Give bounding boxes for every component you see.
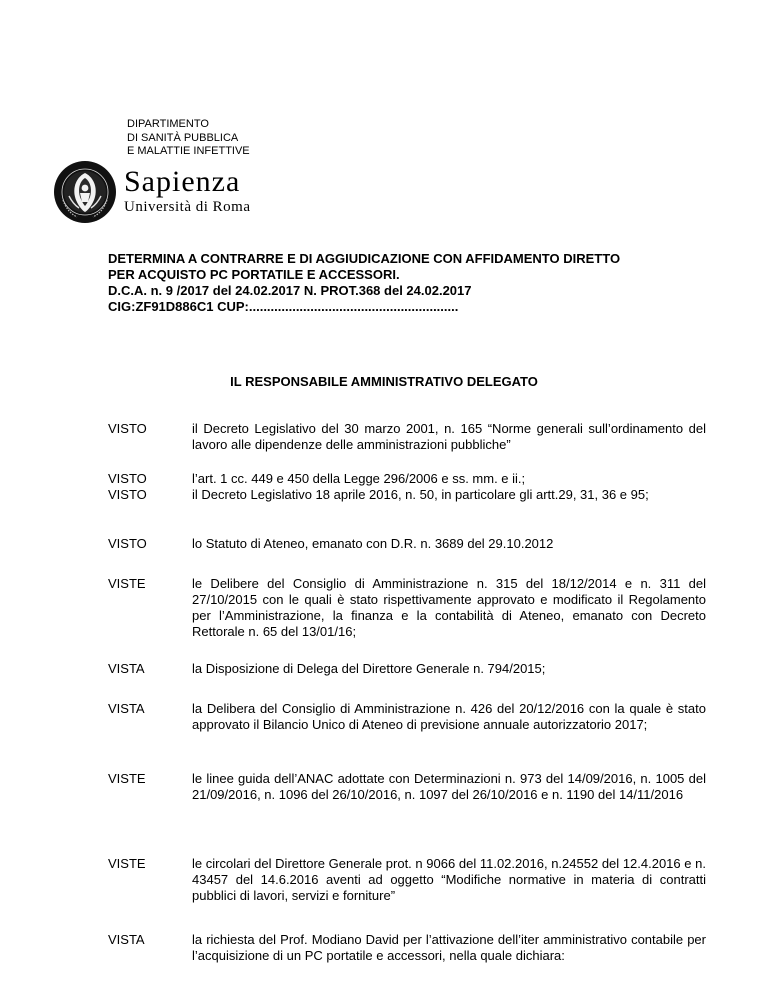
department-header — [127, 118, 250, 159]
heading-line: DETERMINA A CONTRARRE E DI AGGIUDICAZIONE CON AFFIDAMENTO DIRETTO — [108, 251, 621, 266]
entry-label: VISTE — [108, 856, 146, 871]
entry-label: VISTA — [108, 932, 145, 947]
entry-text: le linee guida dell’ANAC adottate con Determinazioni n. 973 del 14/09/2016, n. 1005 del 21/09/2016, n. 1096 del 26/10/2016, n. 1097 del 26/10/2016 e n. 1190 del 14/11/2016 — [192, 771, 706, 802]
entry-text: le circolari del Direttore Generale prot. n 9066 del 11.02.2016, n.24552 del 12.4.2016 e n. 43457 del 14.6.2016 aventi ad oggetto “Modifiche normative in materia di contratti pubblici di lavori, servizi e forniture” — [192, 856, 706, 903]
entry-label: VISTA — [108, 701, 145, 716]
entry-row — [108, 932, 706, 964]
entry-label: VISTO — [108, 536, 147, 551]
entry-row — [108, 856, 706, 904]
entry-text: l’art. 1 cc. 449 e 450 della Legge 296/2006 e ss. mm. e ii.; il Decreto Legislativo 18 aprile 2016, n. 50, in particolare gli artt.29, 31, 36 e 95; — [192, 471, 649, 502]
entry-text: la richiesta del Prof. Modiano David per l’attivazione dell’iter amministrativo contabile per l’acquisizione di un PC portatile e accessori, nella quale dichiara: — [192, 932, 706, 963]
entry-label: VISTE — [108, 771, 146, 786]
entry-text: il Decreto Legislativo del 30 marzo 2001, n. 165 “Norme generali sull’ordinamento del lavoro alle dipendenze delle amministrazioni pubbliche” — [192, 421, 706, 452]
entry-row — [108, 661, 706, 677]
department-line: E MALATTIE INFETTIVE — [127, 145, 250, 157]
entry-text: le Delibere del Consiglio di Amministrazione n. 315 del 18/12/2014 e n. 311 del 27/10/2015 con le quali è stato rispettivamente approvato e modificato il Regolamento per l’Amministrazione, la finanza e la contabilità di Ateneo, emanato con Decreto Rettorale n. 65 del 13/01/16; — [192, 576, 706, 639]
entry-row — [108, 771, 706, 803]
entry-label: VISTA — [108, 661, 145, 676]
university-name: Sapienza — [124, 165, 241, 198]
entry-text: la Delibera del Consiglio di Amministrazione n. 426 del 20/12/2016 con la quale è stato approvato il Bilancio Unico di Ateneo di previsione annuale autorizzatorio 2017; — [192, 701, 706, 732]
entry-row — [108, 421, 706, 453]
entry-row — [108, 536, 706, 552]
entry-row — [108, 701, 706, 733]
entry-label: VISTO VISTO — [108, 471, 147, 502]
heading-line: D.C.A. n. 9 /2017 del 24.02.2017 N. PROT.368 del 24.02.2017 — [108, 283, 472, 298]
document-heading — [108, 251, 708, 315]
sapienza-seal-logo — [53, 160, 117, 224]
university-subtitle: Università di Roma — [124, 199, 251, 215]
entry-label: VISTO — [108, 421, 147, 436]
entry-text: la Disposizione di Delega del Direttore Generale n. 794/2015; — [192, 661, 546, 676]
entry-row — [108, 576, 706, 640]
section-title: IL RESPONSABILE AMMINISTRATIVO DELEGATO — [230, 374, 538, 389]
department-line: DIPARTIMENTO — [127, 118, 209, 130]
university-brand — [124, 166, 250, 216]
entry-text: lo Statuto di Ateneo, emanato con D.R. n. 3689 del 29.10.2012 — [192, 536, 554, 551]
entry-row — [108, 471, 706, 503]
heading-line: PER ACQUISTO PC PORTATILE E ACCESSORI. — [108, 267, 400, 282]
entry-label: VISTE — [108, 576, 146, 591]
department-line: DI SANITÀ PUBBLICA — [127, 131, 239, 144]
heading-line: CIG:ZF91D886C1 CUP:.......................................................... — [108, 299, 459, 314]
